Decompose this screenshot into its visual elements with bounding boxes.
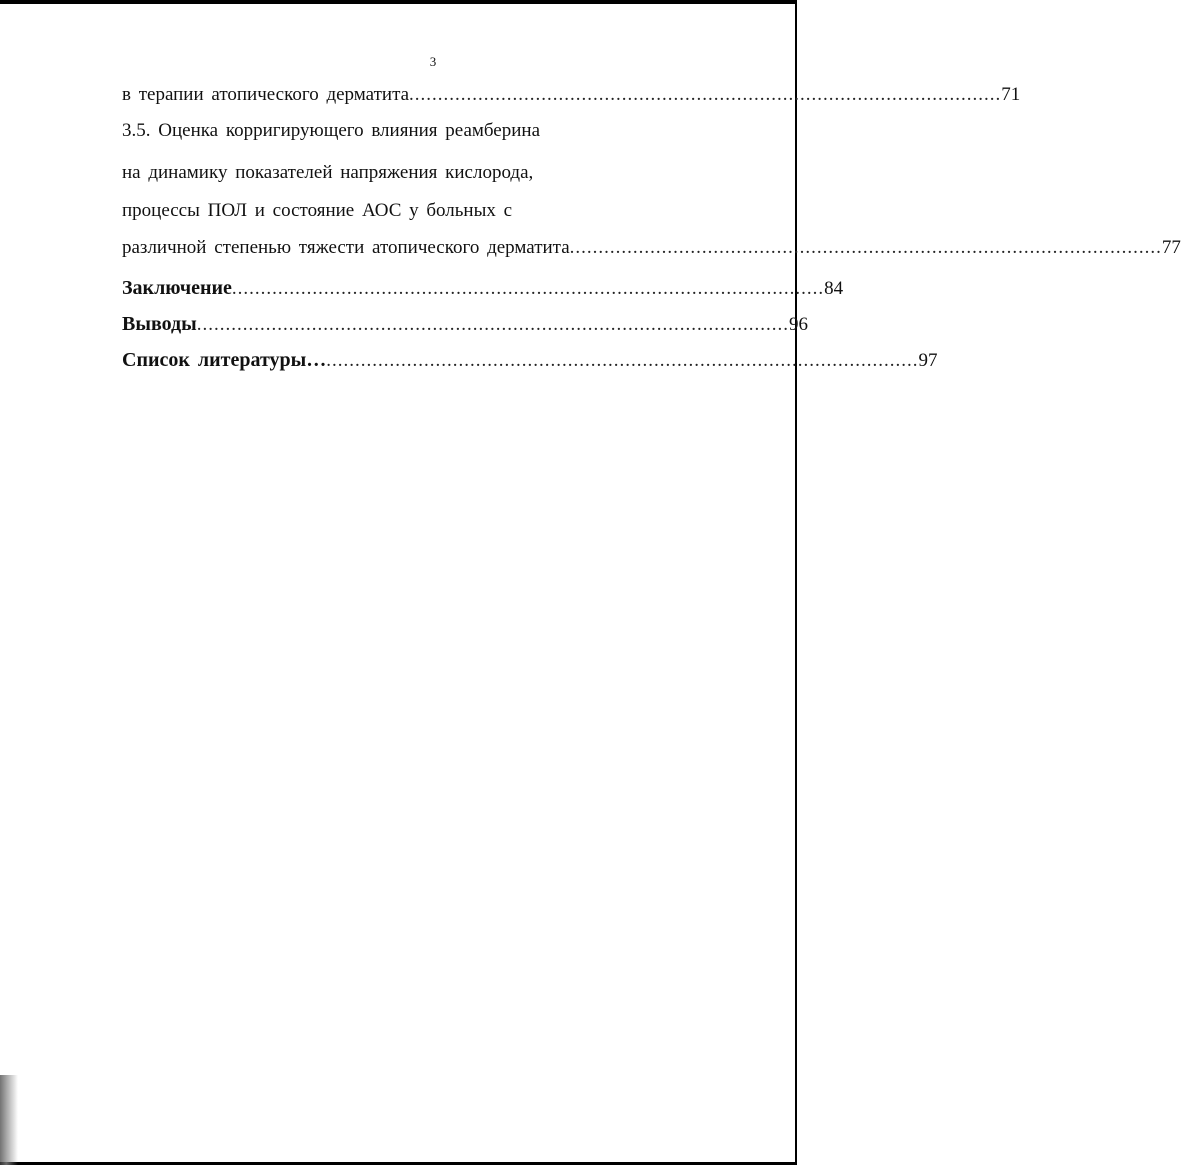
toc-entry-page: 84 bbox=[824, 278, 844, 299]
toc-entry-text: Список литературы… bbox=[122, 349, 327, 371]
toc-entry-text: 3.5. Оценка корригирующего влияния реамберина bbox=[122, 120, 541, 141]
toc-entry-therapy bbox=[122, 84, 1021, 106]
toc-entry-3-5-line-4 bbox=[122, 237, 1181, 259]
toc-entry-findings bbox=[122, 313, 809, 336]
toc-leader-dots: ....................................................................................................... bbox=[231, 278, 825, 299]
scan-border-right bbox=[795, 0, 797, 1165]
toc-leader-dots: ....................................................................................................... bbox=[409, 84, 1002, 105]
page-number: 3 bbox=[429, 54, 437, 69]
toc-entry-text: Заключение bbox=[122, 277, 232, 299]
scan-artifact bbox=[0, 1075, 18, 1165]
toc-leader-dots: ....................................................................................................... bbox=[569, 237, 1162, 258]
toc-entry-page: 71 bbox=[1001, 84, 1021, 105]
toc-leader-dots: ....................................................................................................... bbox=[326, 350, 919, 371]
toc-entry-3-5-line-1 bbox=[122, 120, 540, 142]
toc-entry-page: 96 bbox=[789, 314, 809, 335]
toc-entry-text: различной степенью тяжести атопического дерматита bbox=[122, 237, 570, 258]
toc-entry-3-5-line-2 bbox=[122, 162, 533, 184]
toc-entry-3-5-line-3 bbox=[122, 200, 512, 222]
toc-entry-text: Выводы bbox=[122, 313, 197, 335]
toc-entry-references bbox=[122, 349, 938, 372]
toc-entry-text: процессы ПОЛ и состояние АОС у больных с bbox=[122, 200, 513, 221]
toc-entry-page: 77 bbox=[1161, 237, 1181, 258]
toc-entry-text: на динамику показателей напряжения кислорода, bbox=[122, 162, 534, 183]
toc-entry-conclusion bbox=[122, 277, 844, 300]
toc-entry-text: в терапии атопического дерматита bbox=[122, 84, 410, 105]
scan-border-top bbox=[0, 0, 797, 4]
toc-entry-page: 97 bbox=[918, 350, 938, 371]
toc-leader-dots: ....................................................................................................... bbox=[196, 314, 790, 335]
